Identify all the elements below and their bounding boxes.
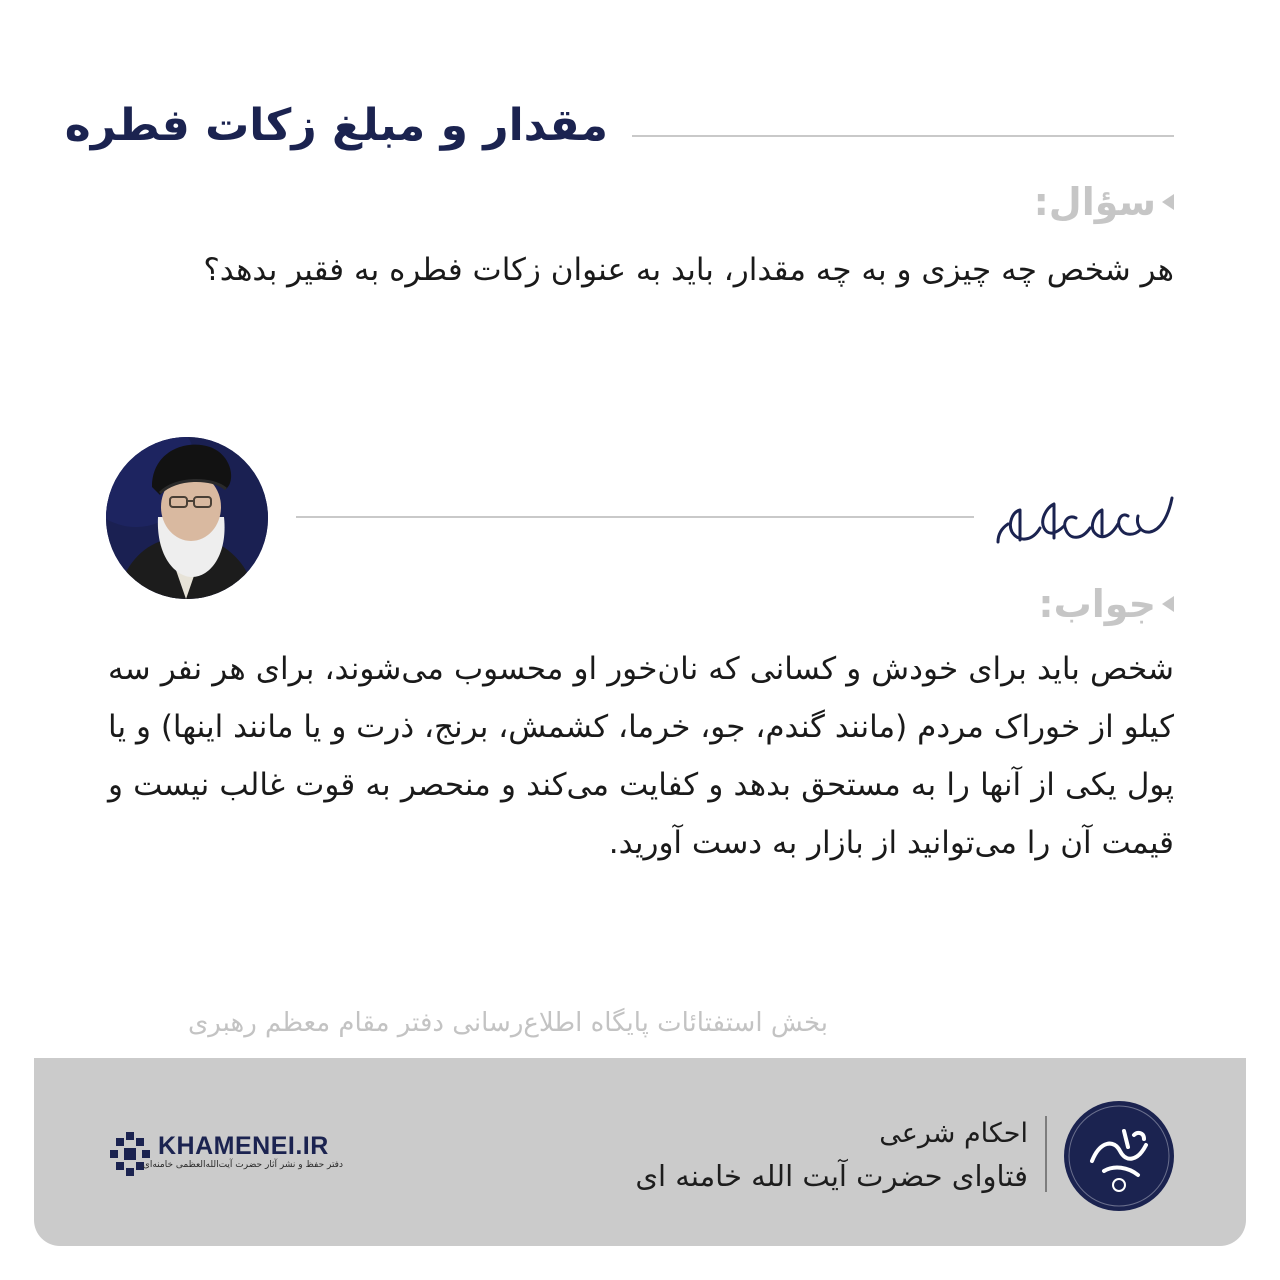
footer-separator xyxy=(1045,1116,1047,1192)
portrait-avatar xyxy=(106,437,268,599)
footer-caption xyxy=(635,1114,1028,1198)
site-name: KHAMENEI.IR xyxy=(158,1132,329,1160)
khamenei-ir-logo xyxy=(106,1126,346,1186)
answer-label xyxy=(1038,582,1174,626)
footer-series-name: فتاوای حضرت آیت الله خامنه ای xyxy=(635,1159,1028,1193)
source-credit: بخش استفتائات پایگاه اطلاع‌رسانی دفتر مقام معظم رهبری xyxy=(187,1008,828,1038)
question-text: هر شخص چه چیزی و به چه مقدار، باید به عنوان زکات فطره به فقیر بدهد؟ xyxy=(203,252,1174,288)
triangle-marker-icon xyxy=(1162,194,1174,210)
fiqh-maaref-seal-logo xyxy=(1064,1101,1174,1211)
triangle-marker-icon xyxy=(1162,596,1174,612)
khamenei-mark-icon xyxy=(106,1130,154,1178)
question-label xyxy=(1034,180,1174,224)
title-divider xyxy=(632,135,1174,137)
answer-label-text: جواب: xyxy=(1038,582,1156,626)
portrait-image xyxy=(106,437,268,599)
middle-divider xyxy=(296,516,974,518)
page-title: مقدار و مبلغ زکات فطره xyxy=(64,100,608,151)
footer-category: احکام شرعی xyxy=(879,1118,1028,1149)
site-subtitle: دفتر حفظ و نشر آثار حضرت آیت‌الله‌العظمی خامنه‌ای xyxy=(142,1160,343,1170)
bismillah-calligraphy xyxy=(990,478,1180,556)
question-label-text: سؤال: xyxy=(1033,180,1156,224)
answer-text: شخص باید برای خودش و کسانی که نان‌خور او محسوب می‌شوند، برای هر نفر سه کیلو از خوراک مردم (مانند گندم، جو، خرما، کشمش، برنج، ذرت و یا مانند اینها) و یا پول یکی از آنها را به مستحق بدهد و کفایت می‌کند و منحصر به قوت غالب نیست و قیمت آن را می‌توانید از بازار به دست آورید. xyxy=(108,651,1174,861)
